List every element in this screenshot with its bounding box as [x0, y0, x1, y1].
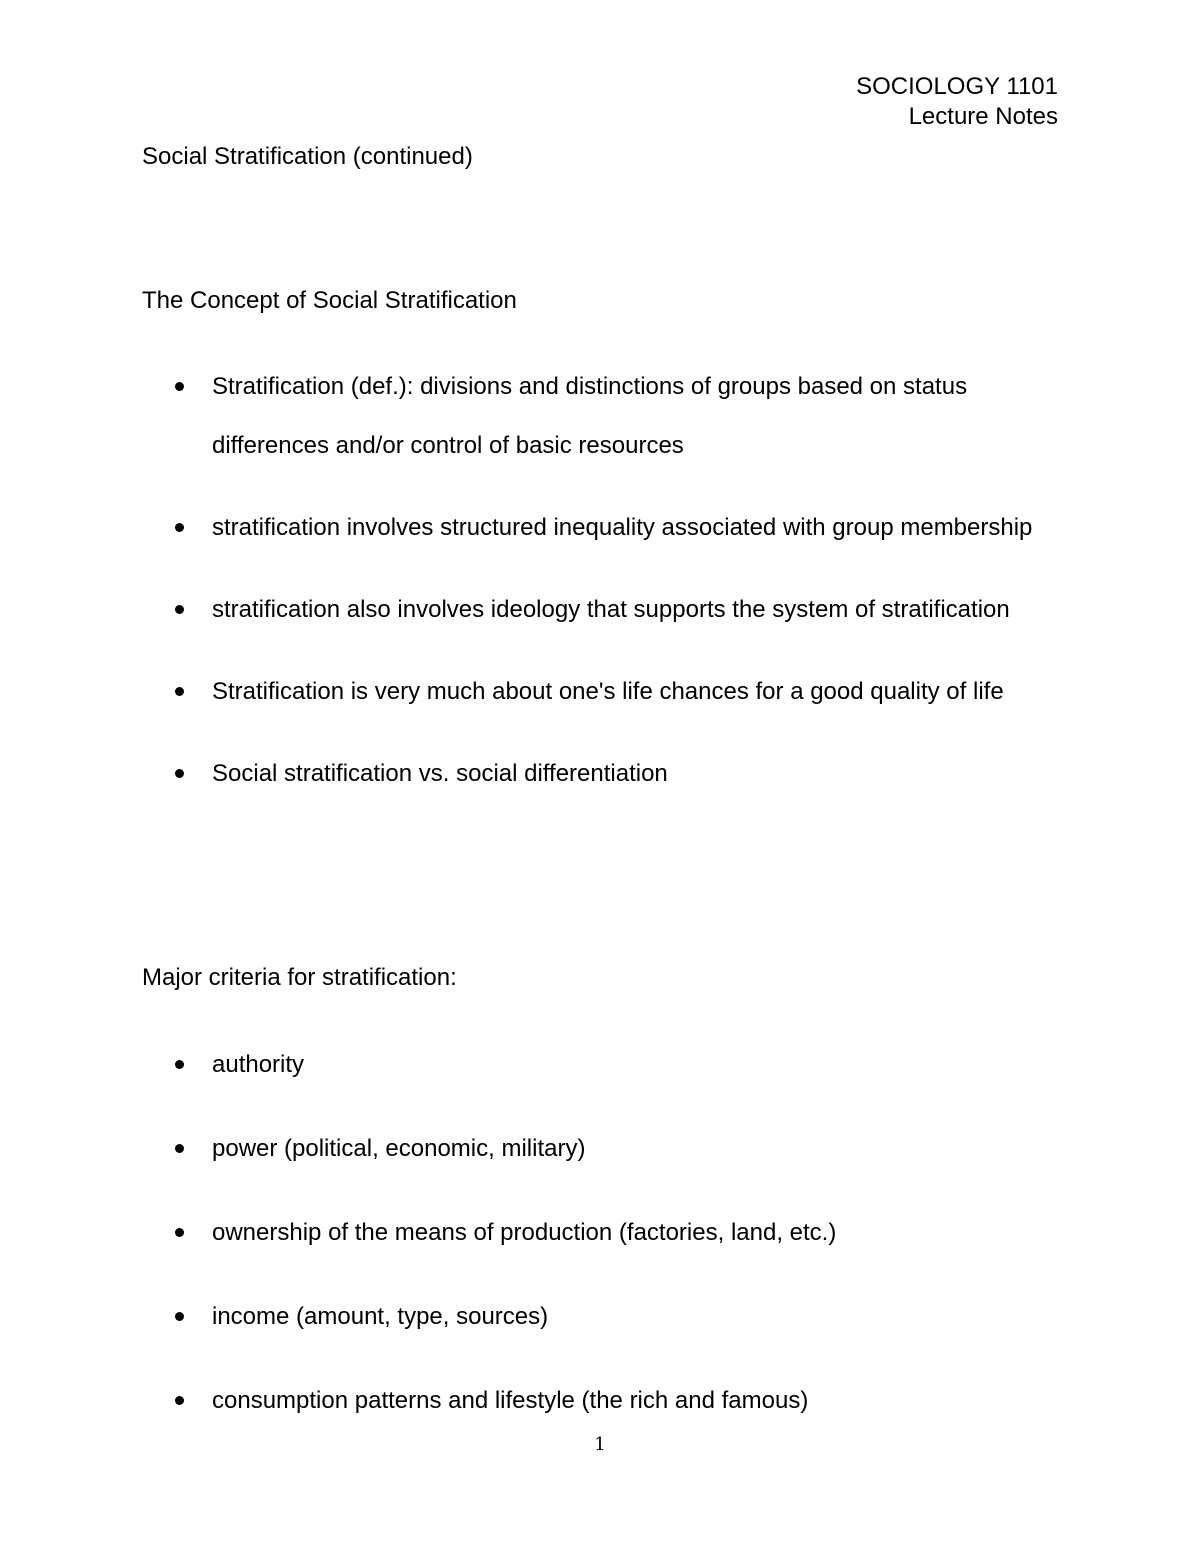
bullet-icon — [175, 605, 184, 614]
bullet-icon — [175, 1060, 184, 1069]
list-item-text: consumption patterns and lifestyle (the rich and famous) — [212, 1387, 809, 1414]
list-item — [142, 1119, 1072, 1178]
section-heading-criteria: Major criteria for stratification: — [142, 964, 457, 991]
list-item — [142, 744, 1072, 803]
page-header — [856, 72, 1058, 132]
document-type: Lecture Notes — [908, 103, 1058, 130]
list-item-text: power (political, economic, military) — [212, 1135, 586, 1162]
list-item — [142, 580, 1072, 639]
bullet-icon — [175, 523, 184, 532]
bullet-icon — [175, 769, 184, 778]
list-item-text: stratification also involves ideology that supports the system of stratification — [212, 596, 1010, 623]
list-item-text: authority — [212, 1051, 305, 1078]
list-item — [142, 357, 1072, 475]
bullet-icon — [175, 382, 184, 391]
list-item-text: ownership of the means of production (factories, land, etc.) — [212, 1219, 837, 1246]
bullet-icon — [175, 1396, 184, 1405]
list-item — [142, 1287, 1072, 1346]
bullet-icon — [175, 1144, 184, 1153]
bullet-icon — [175, 687, 184, 696]
document-title: Social Stratification (continued) — [142, 143, 473, 170]
list-item — [142, 1203, 1072, 1262]
list-item-text: Social stratification vs. social differentiation — [212, 760, 668, 787]
concept-bullet-list — [142, 357, 1072, 826]
list-item-text: Stratification is very much about one's life chances for a good quality of life — [212, 678, 1004, 705]
list-item — [142, 662, 1072, 721]
bullet-icon — [175, 1228, 184, 1237]
page-number: 1 — [594, 1434, 606, 1455]
list-item-text: income (amount, type, sources) — [212, 1303, 549, 1330]
course-title: SOCIOLOGY 1101 — [856, 73, 1058, 100]
bullet-icon — [175, 1312, 184, 1321]
criteria-bullet-list — [142, 1035, 1072, 1455]
list-item-text: Stratification (def.): divisions and distinctions of groups based on status differences and/or control of basic resources — [212, 373, 968, 459]
list-item — [142, 1035, 1072, 1094]
list-item-text: stratification involves structured inequality associated with group membership — [212, 514, 1033, 541]
list-item — [142, 1371, 1072, 1430]
section-heading-concept: The Concept of Social Stratification — [142, 287, 517, 314]
list-item — [142, 498, 1072, 557]
